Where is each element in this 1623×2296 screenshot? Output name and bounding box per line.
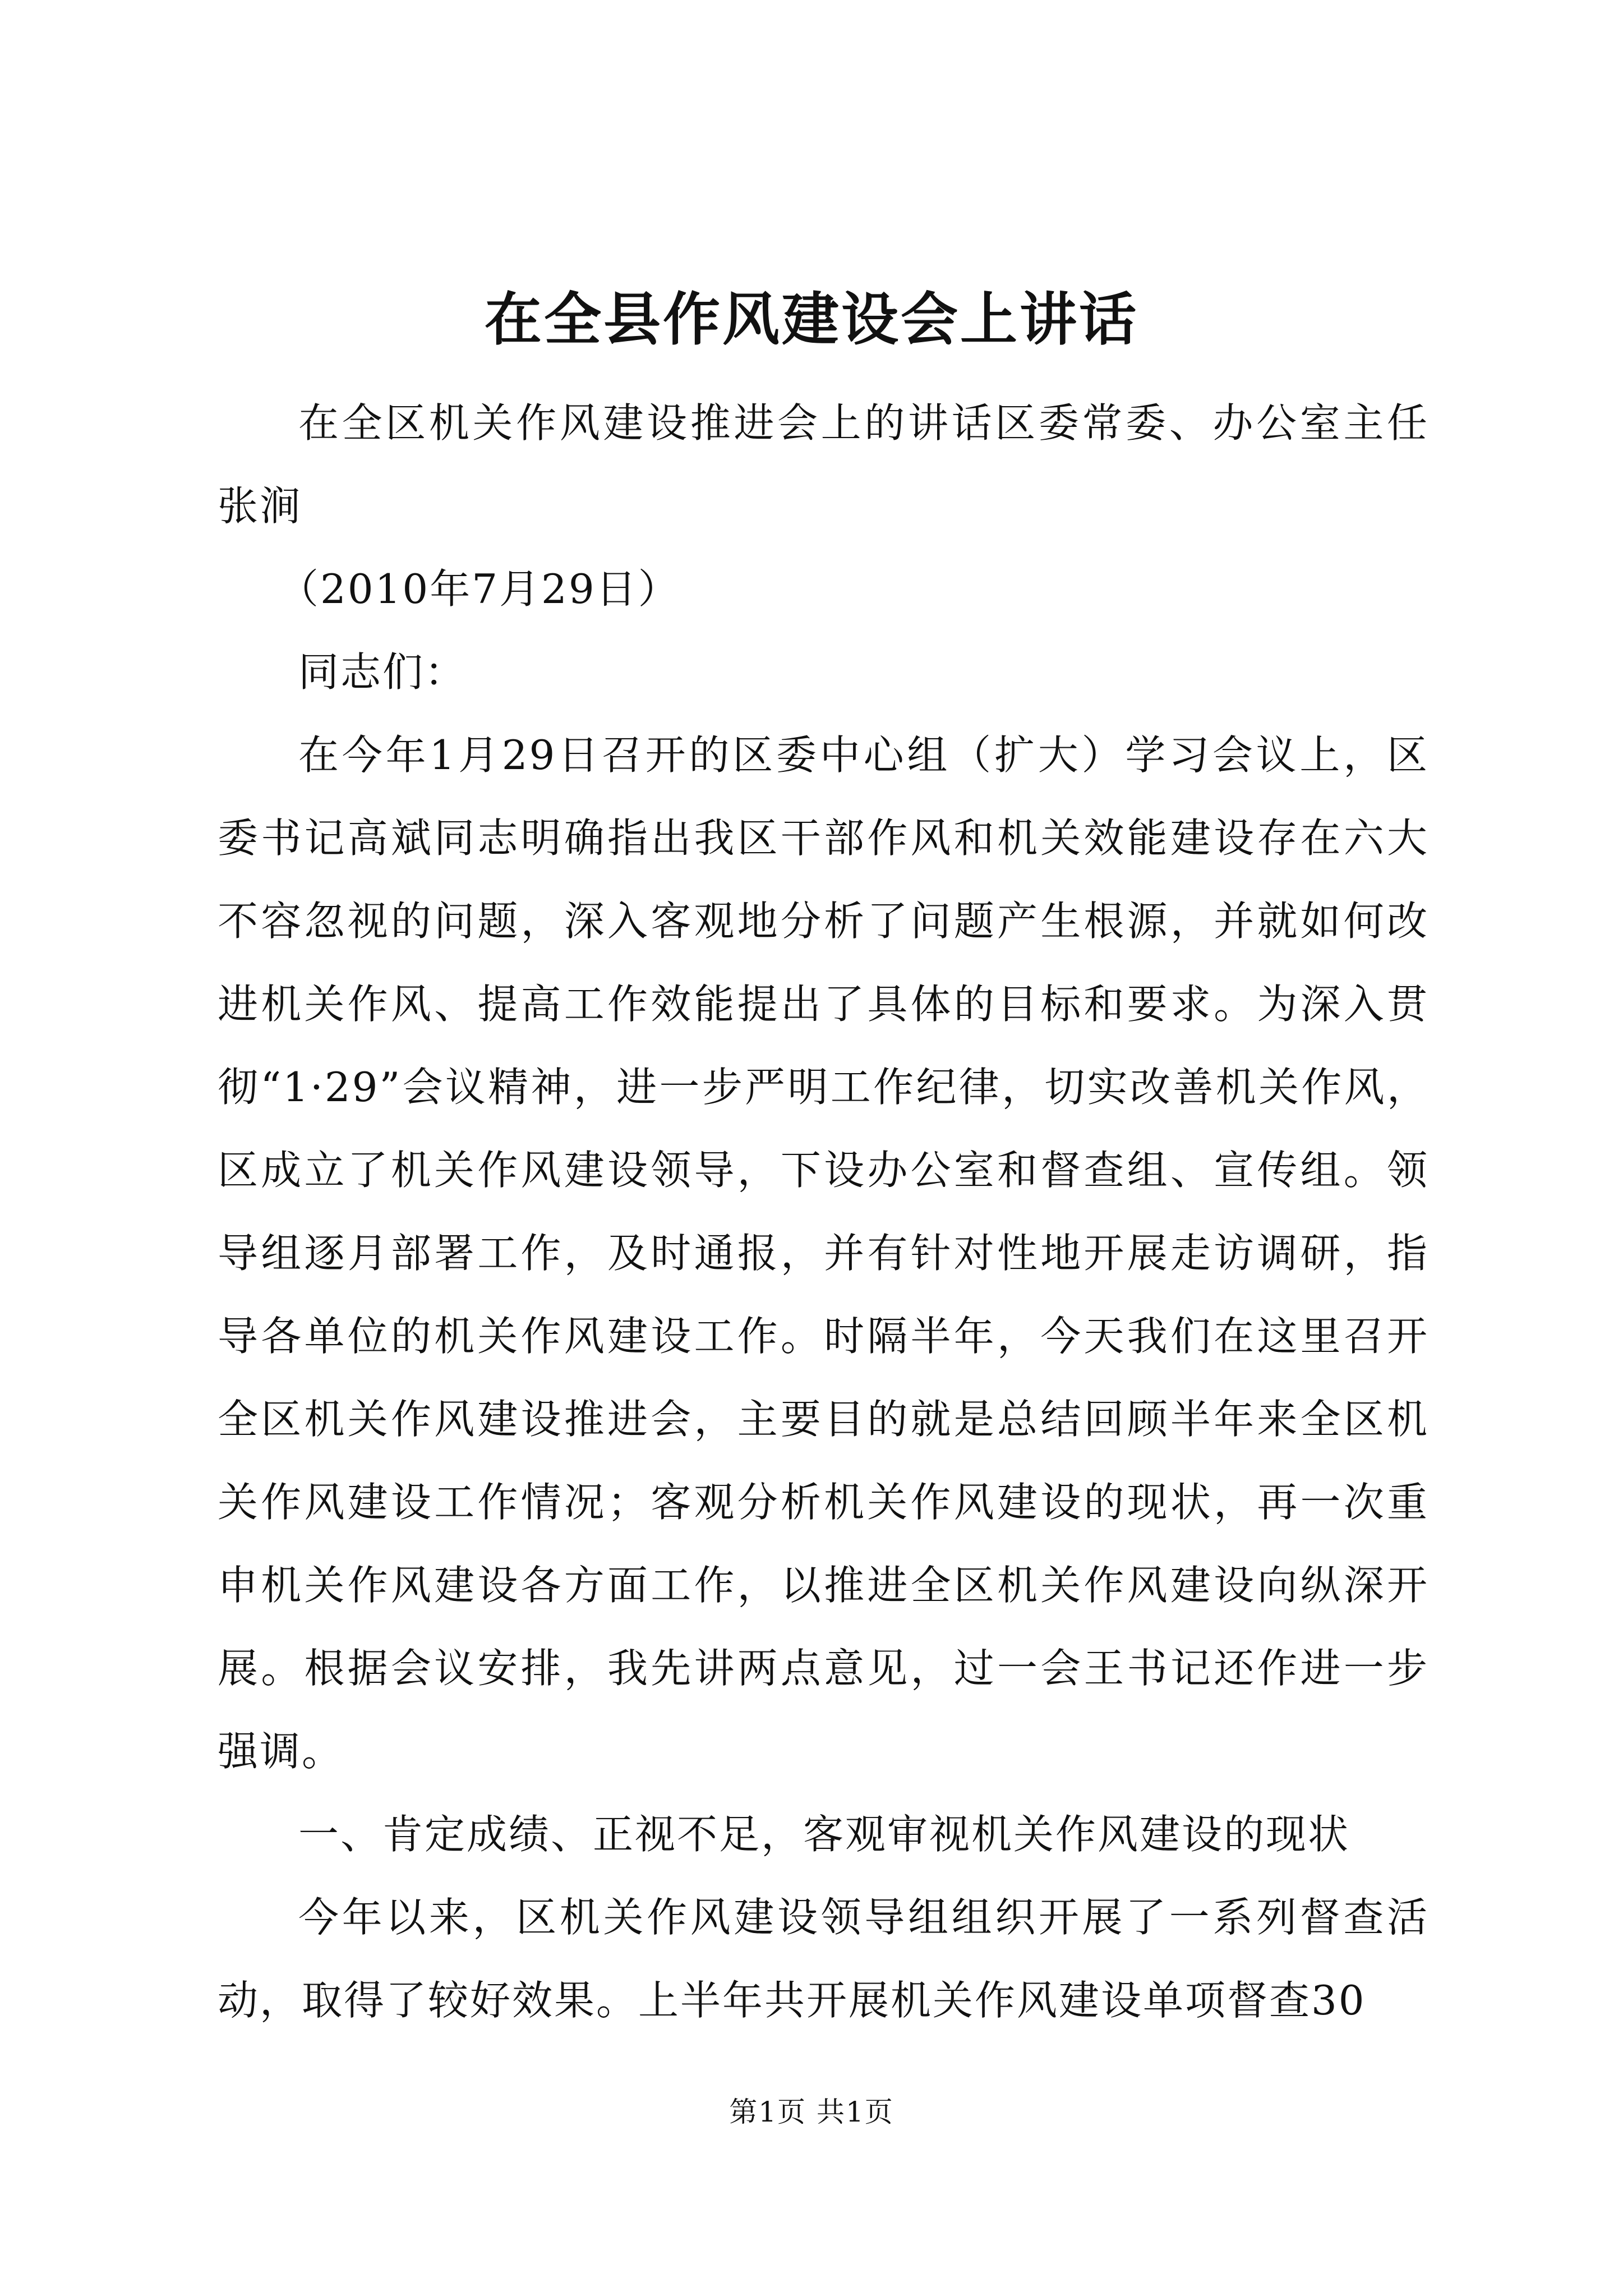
document-body [218,381,1429,2042]
page-footer: 第1页 共1页 [729,2096,894,2128]
paragraph-section-text: 今年以来，区机关作风建设领导组组织开展了一系列督查活动，取得了较好效果。上半年共开展机关作风建设单项督查30 [218,1894,1429,2024]
document-title: 在全县作风建设会上讲话 [485,286,1138,353]
paragraph-main: 在今年1月29日召开的区委中心组（扩大）学习会议上，区委书记高斌同志明确指出我区干部作风和机关效能建设存在六大不容忽视的问题，深入客观地分析了问题产生根源，并就如何改进机关作风、提高工作效能提出了具体的目标和要求。为深入贯彻“1·29”会议精神，进一步严明工作纪律，切实改善机关作风，区成立了机关作风建设领导，下设办公室和督查组、宣传组。领导组逐月部署工作，及时通报，并有针对性地开展走访调研，指导各单位的机关作风建设工作。时隔半年，今天我们在这里召开全区机关作风建设推进会，主要目的就是总结回顾半年来全区机关作风建设工作情况；客观分析机关作风建设的现状，再一次重申机关作风建设各方面工作，以推进全区机关作风建设向纵深开展。根据会议安排，我先讲两点意见，过一会王书记还作进一步强调。 [218,731,1429,1775]
paragraph-salutation: 同志们： [298,648,467,696]
paragraph-date: （2010年7月29日） [278,565,680,613]
paragraph-section-heading: 一、肯定成绩、正视不足，客观审视机关作风建设的现状 [298,1811,1350,1858]
paragraph-subtitle: 在全区机关作风建设推进会上的讲话区委常委、办公室主任张涧 [218,399,1429,530]
